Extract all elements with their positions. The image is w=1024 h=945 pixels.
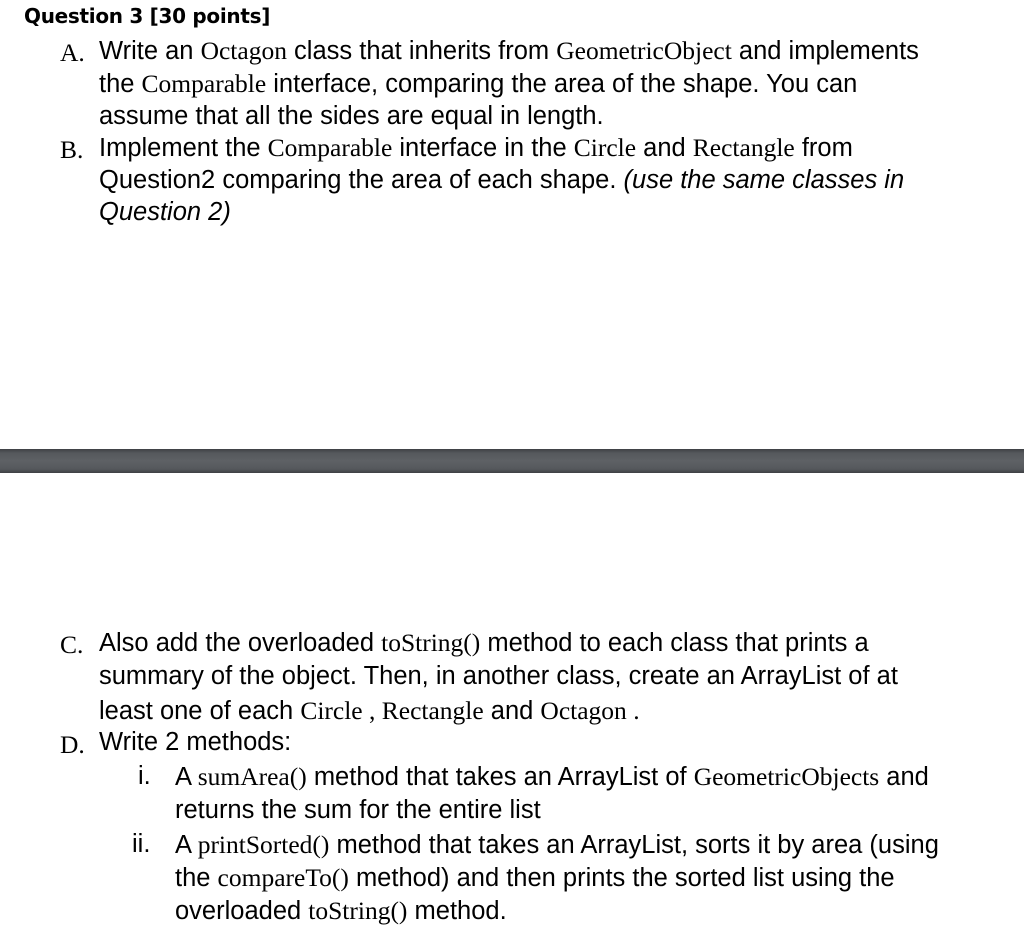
code-term-tostring: toString(): [308, 896, 408, 925]
text-run: and: [636, 134, 693, 162]
code-term-geometricobject: GeometricObject: [556, 36, 732, 65]
text-run: A: [175, 831, 198, 859]
text-run: interface in the: [392, 134, 574, 162]
text-run: overloaded: [175, 897, 309, 925]
sub-item-ii-line-2: [175, 863, 895, 893]
item-d-marker: D.: [60, 730, 85, 759]
text-run: the: [175, 864, 218, 892]
sub-item-i-marker: i.: [138, 762, 151, 790]
sub-item-i-line-1: [175, 762, 929, 792]
code-term-comparable: Comparable: [267, 133, 393, 162]
item-a-line-2: [99, 69, 857, 99]
text-run: the: [99, 70, 142, 98]
text-run: method.: [407, 897, 507, 925]
code-term-comparable: Comparable: [141, 69, 267, 98]
sub-item-ii-line-3: [175, 896, 507, 926]
item-b-marker: B.: [60, 135, 84, 164]
text-run: method) and then prints the sorted list using the: [348, 864, 895, 892]
text-run: A: [175, 763, 198, 791]
item-a-line-3: assume that all the sides are equal in length.: [99, 102, 604, 130]
code-term-geometricobjects: GeometricObjects: [693, 762, 880, 791]
sub-item-ii-line-1: [175, 830, 939, 860]
item-b-line-1: [99, 133, 853, 163]
item-c-line-1: [99, 628, 869, 658]
item-b-line-3: Question 2): [99, 198, 231, 226]
text-run: and: [483, 697, 541, 725]
text-run: .: [626, 696, 640, 725]
item-c-marker: C.: [60, 630, 84, 659]
code-term-circle: Circle: [300, 696, 363, 725]
text-run: Also add the overloaded: [99, 629, 382, 657]
text-run: interface, comparing the area of the shape. You can: [266, 70, 858, 98]
text-run: from: [794, 134, 853, 162]
code-term-rectangle: Rectangle: [381, 696, 484, 725]
text-run: and: [879, 763, 929, 791]
text-run: and implements: [731, 37, 919, 65]
item-c-line-3: [99, 696, 640, 726]
code-term-rectangle: Rectangle: [692, 133, 795, 162]
text-run: ,: [362, 696, 382, 725]
item-a-marker: A.: [60, 38, 85, 67]
code-term-compareto: compareTo(): [217, 863, 349, 892]
text-run: class that inherits from: [286, 37, 557, 65]
question-heading: Question 3 [30 points]: [24, 4, 271, 28]
text-run: least one of each: [99, 697, 301, 725]
item-d-line-1: Write 2 methods:: [99, 728, 292, 756]
code-term-sumarea: sumArea(): [197, 762, 307, 791]
code-term-printsorted: printSorted(): [197, 830, 330, 859]
text-run: Question2 comparing the area of each shape.: [99, 166, 624, 194]
text-run: method that takes an ArrayList, sorts it by area (using: [329, 831, 939, 859]
text-run: Implement the: [99, 134, 268, 162]
page-break-divider: [0, 449, 1024, 473]
sub-item-ii-marker: ii.: [132, 830, 151, 858]
item-b-line-2: [99, 166, 904, 195]
text-run: method that takes an ArrayList of: [306, 763, 694, 791]
code-term-circle: Circle: [573, 133, 637, 162]
text-run: method to each class that prints a: [480, 629, 869, 657]
text-run: Write an: [99, 37, 201, 65]
item-c-line-2: summary of the object. Then, in another class, create an ArrayList of at: [99, 662, 898, 690]
code-term-octagon: Octagon: [200, 36, 287, 65]
sub-item-i-line-2: returns the sum for the entire list: [175, 796, 541, 824]
item-a-line-1: [99, 36, 919, 66]
code-term-tostring: toString(): [381, 628, 481, 657]
italic-note: (use the same classes in: [623, 166, 905, 194]
code-term-octagon: Octagon: [540, 696, 627, 725]
